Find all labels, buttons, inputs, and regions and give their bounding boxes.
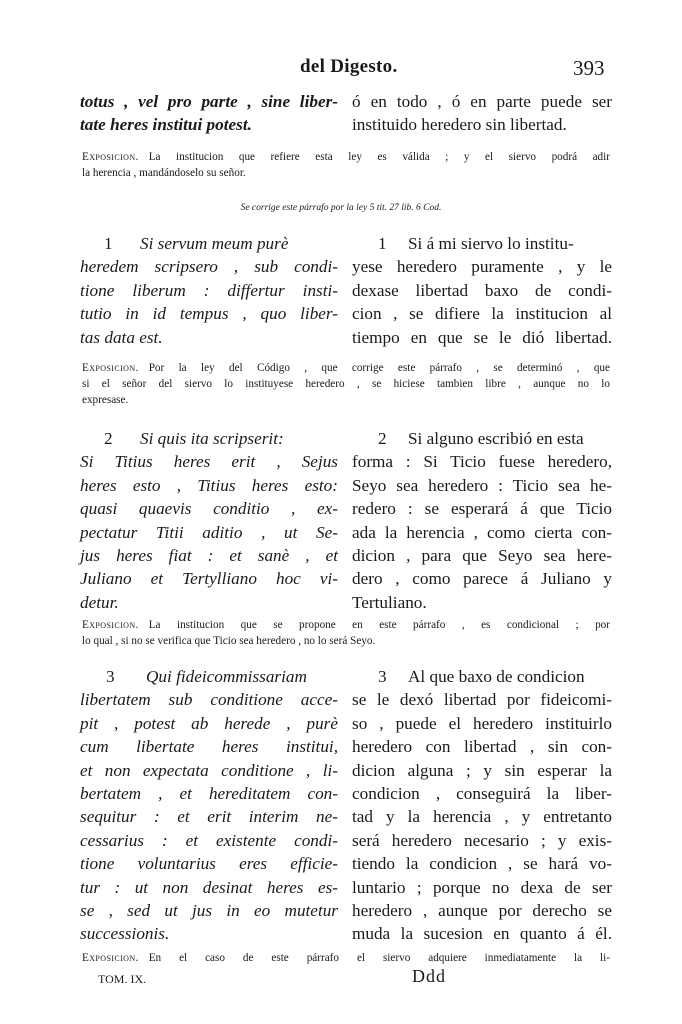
text-line: sequitur : et erit interim ne-: [80, 807, 338, 827]
section-number: 2: [104, 429, 113, 448]
text-line: heres esto , Titius heres esto:: [80, 475, 338, 495]
text-line: redero : se esperará á que Ticio: [352, 499, 612, 519]
page-number: 393: [573, 56, 605, 80]
correction-note: Se corrige este párrafo por la ley 5 tit. 27 lib. 6 Cod.: [240, 203, 442, 213]
exposition-1: [82, 149, 610, 181]
text-line: condicion , conseguirá la liber-: [352, 784, 612, 804]
text-line: lo qual , si no se verifica que Ticio sea heredero , no lo será Seyo.: [82, 635, 376, 647]
section-number: 3: [106, 667, 115, 686]
text-line: pit , potest ab herede , purè: [80, 713, 338, 733]
exposition-label: Exposicion.: [82, 619, 139, 631]
text-line: Si Titius heres erit , Sejus: [80, 452, 338, 472]
intro-latin: [80, 90, 338, 137]
volume-mark: TOM. IX.: [98, 972, 147, 986]
text-line: so , puede el heredero instituirlo: [352, 713, 612, 733]
text-line: luntario ; porque no dexa de ser: [352, 877, 612, 897]
text-line: quasi quaevis conditio , ex-: [80, 499, 338, 519]
exposition-3: [82, 617, 610, 649]
text-line: Si servum meum purè: [140, 234, 289, 253]
text-line: ada la herencia , como cierta con-: [352, 522, 612, 542]
signature-mark: Ddd: [412, 966, 446, 986]
text-line: cessarius : et existente condi-: [80, 830, 338, 850]
text-line: heredero , aunque por derecho se: [352, 901, 612, 921]
text-line: Qui fideicommissariam: [146, 667, 307, 686]
exposition-label: Exposicion.: [82, 151, 139, 163]
text-line: totus , vel pro parte , sine liber-: [80, 92, 338, 111]
text-line: instituido heredero sin libertad.: [352, 115, 567, 135]
exposition-4: [82, 950, 610, 966]
text-line: Si quis ita scripserit:: [140, 429, 284, 448]
text-line: forma : Si Ticio fuese heredero,: [352, 452, 612, 472]
text-line: dero , como parece á Juliano y: [352, 569, 612, 589]
text-line: cion , se difiere la institucion al: [352, 304, 612, 324]
text-line: tutio in id tempus , quo liber-: [80, 304, 338, 324]
text-line: se le dexó libertad por fideicomi-: [352, 690, 612, 710]
section-2-latin: [80, 427, 338, 614]
text-line: Seyo sea heredero : Ticio sea he-: [352, 475, 612, 495]
text-line: Si alguno escribió en esta: [408, 429, 584, 448]
text-line: muda la sucesion en quanto á él.: [352, 924, 612, 944]
text-line: cum libertate heres institui,: [80, 737, 338, 757]
text-line: La institucion que se propone en este párrafo , es condicional ; por: [148, 619, 610, 631]
text-line: Por la ley del Código , que corrige este párrafo , se determinó , que: [148, 362, 610, 374]
text-line: Tertuliano.: [352, 592, 427, 612]
text-line: dicion , para que Seyo sea here-: [352, 546, 612, 566]
section-1-spanish: [352, 232, 612, 349]
section-3-spanish: [352, 665, 612, 946]
section-number: 1: [104, 234, 113, 253]
intro-spanish: [352, 90, 612, 137]
text-line: detur.: [80, 592, 119, 612]
text-line: La institucion que refiere esta ley es válida ; y el siervo podrá adir: [148, 151, 610, 163]
text-line: dexase libertad baxo de condi-: [352, 280, 612, 300]
text-line: si el señor del siervo lo instituyese heredero , se hiciese tambien libre , aunque no lo: [82, 378, 610, 390]
text-line: yese heredero puramente , y le: [352, 257, 612, 277]
text-line: Al que baxo de condicion: [408, 667, 585, 686]
text-line: expresase.: [82, 394, 129, 406]
exposition-label: Exposicion.: [82, 362, 139, 374]
text-line: tur : ut non desinat heres es-: [80, 877, 338, 897]
section-number: 2: [378, 429, 387, 448]
text-line: heredero con libertad , sin con-: [352, 737, 612, 757]
text-line: Juliano et Tertylliano hoc vi-: [80, 569, 338, 589]
text-line: dicion alguna ; y sin esperar la: [352, 760, 612, 780]
page-header: [0, 56, 682, 86]
text-line: tiendo la condicion , se hará vo-: [352, 854, 612, 874]
text-line: Si á mi siervo lo institu-: [408, 234, 574, 253]
section-2-spanish: [352, 427, 612, 614]
text-line: libertatem sub conditione acce-: [80, 690, 338, 710]
text-line: heredem scripsero , sub condi-: [80, 257, 338, 277]
section-1-latin: [80, 232, 338, 349]
text-line: tione liberum : differtur insti-: [80, 280, 338, 300]
exposition-label: Exposicion.: [82, 952, 139, 964]
text-line: la herencia , mandándoselo su señor.: [82, 167, 246, 179]
text-line: tiempo en que se le dió libertad.: [352, 327, 612, 347]
section-number: 3: [378, 667, 387, 686]
text-line: se , sed ut jus in eo mutetur: [80, 901, 338, 921]
text-line: pectatur Titii aditio , ut Se-: [80, 522, 338, 542]
text-line: tione voluntarius eres efficie-: [80, 854, 338, 874]
text-line: successionis.: [80, 924, 170, 944]
text-line: et non expectata conditione , li-: [80, 760, 338, 780]
text-line: tate heres institui potest.: [80, 115, 252, 135]
text-line: jus heres fiat : et sanè , et: [80, 546, 338, 566]
section-3-latin: [80, 665, 338, 946]
running-title: del Digesto.: [300, 56, 398, 77]
section-number: 1: [378, 234, 387, 253]
text-line: tad y la herencia , y entretanto: [352, 807, 612, 827]
text-line: bertatem , et hereditatem con-: [80, 784, 338, 804]
text-line: En el caso de este párrafo el siervo adquiere inmediatamente la li-: [148, 952, 610, 964]
exposition-2: [82, 360, 610, 408]
text-line: tas data est.: [80, 327, 163, 347]
text-line: será heredero necesario ; y exis-: [352, 830, 612, 850]
text-line: ó en todo , ó en parte puede ser: [352, 92, 612, 111]
